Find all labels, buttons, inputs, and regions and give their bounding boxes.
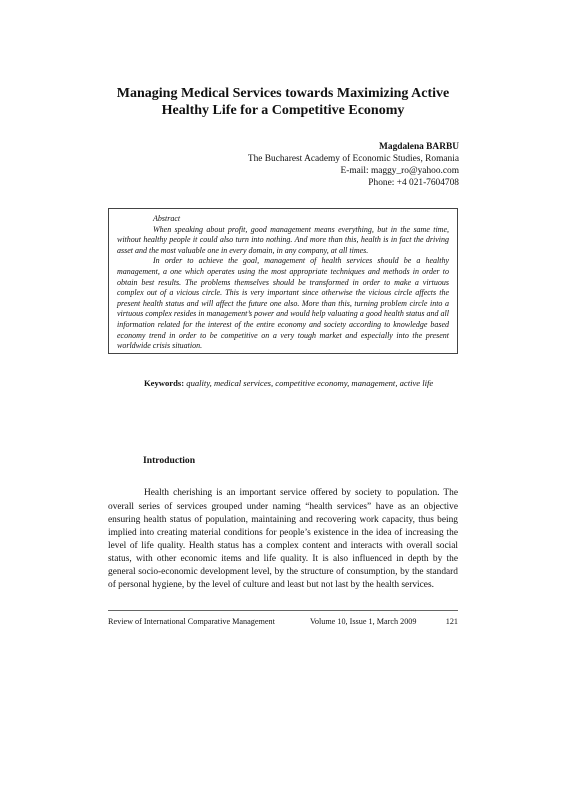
author-name: Magdalena BARBU [379,142,459,152]
author-phone: Phone: +4 021-7604708 [368,178,459,188]
author-email: E-mail: maggy_ro@yahoo.com [340,166,459,176]
abstract-paragraph-2: In order to achieve the goal, management of health services should be a healthy management, a one which operates using the most appropriate techniques and methods in order to obtain best results. The problems themselves should be transformed in order to make a virtuous complex out of a vicious circle. This is very important since otherwise the vicious circle affects the present health status and will affect the future one also. More than this, turning problem circle into a virtuous complex resides in management’s power and would help valuating a good health status and all information related for the interest of the entire economy and society according to knowledge based economy trend in order to be competitive on a very tough market and especially into the present worldwide crisis situation. [117,256,449,351]
footer-divider [108,610,458,611]
paper-title [60,85,506,119]
footer-page-number: 121 [445,617,458,626]
keywords-text: quality, medical services, competitive economy, management, active life [186,378,434,388]
footer-journal-name: Review of International Comparative Management [108,617,275,626]
title-line-2: Healthy Life for a Competitive Economy [161,103,405,118]
abstract-box [108,208,458,354]
title-line-1: Managing Medical Services towards Maximizing Active [116,86,450,101]
footer-issue: Volume 10, Issue 1, March 2009 [310,617,417,626]
keywords [108,377,458,390]
keywords-label: Keywords: [144,378,185,388]
introduction-heading: Introduction [143,455,196,466]
introduction-paragraph: Health cherishing is an important service offered by society to population. The overall series of services grouped under naming “health services” have as an objective ensuring health status of population, maintaining and recovering work capacity, thus being implied into creating material conditions for people’s existence in the idea of increasing the level of life quality. Health status has a complex content and interacts with overall social status, with other economic items and life quality. It is also influenced in depth by the general socio-economic development level, by the structure of consumption, by the standard of personal hygiene, by the level of culture and least but not last by the health services. [108,488,458,591]
abstract-paragraph-1: When speaking about profit, good management means everything, but in the same time, without healthy people it could also turn into nothing. And more than this, health is in fact the driving asset and the most valuable one in every domain, in any company, at all times. [117,224,449,255]
author-affiliation: The Bucharest Academy of Economic Studies, Romania [247,154,459,164]
author-block [248,141,459,189]
abstract-heading: Abstract [153,214,181,223]
